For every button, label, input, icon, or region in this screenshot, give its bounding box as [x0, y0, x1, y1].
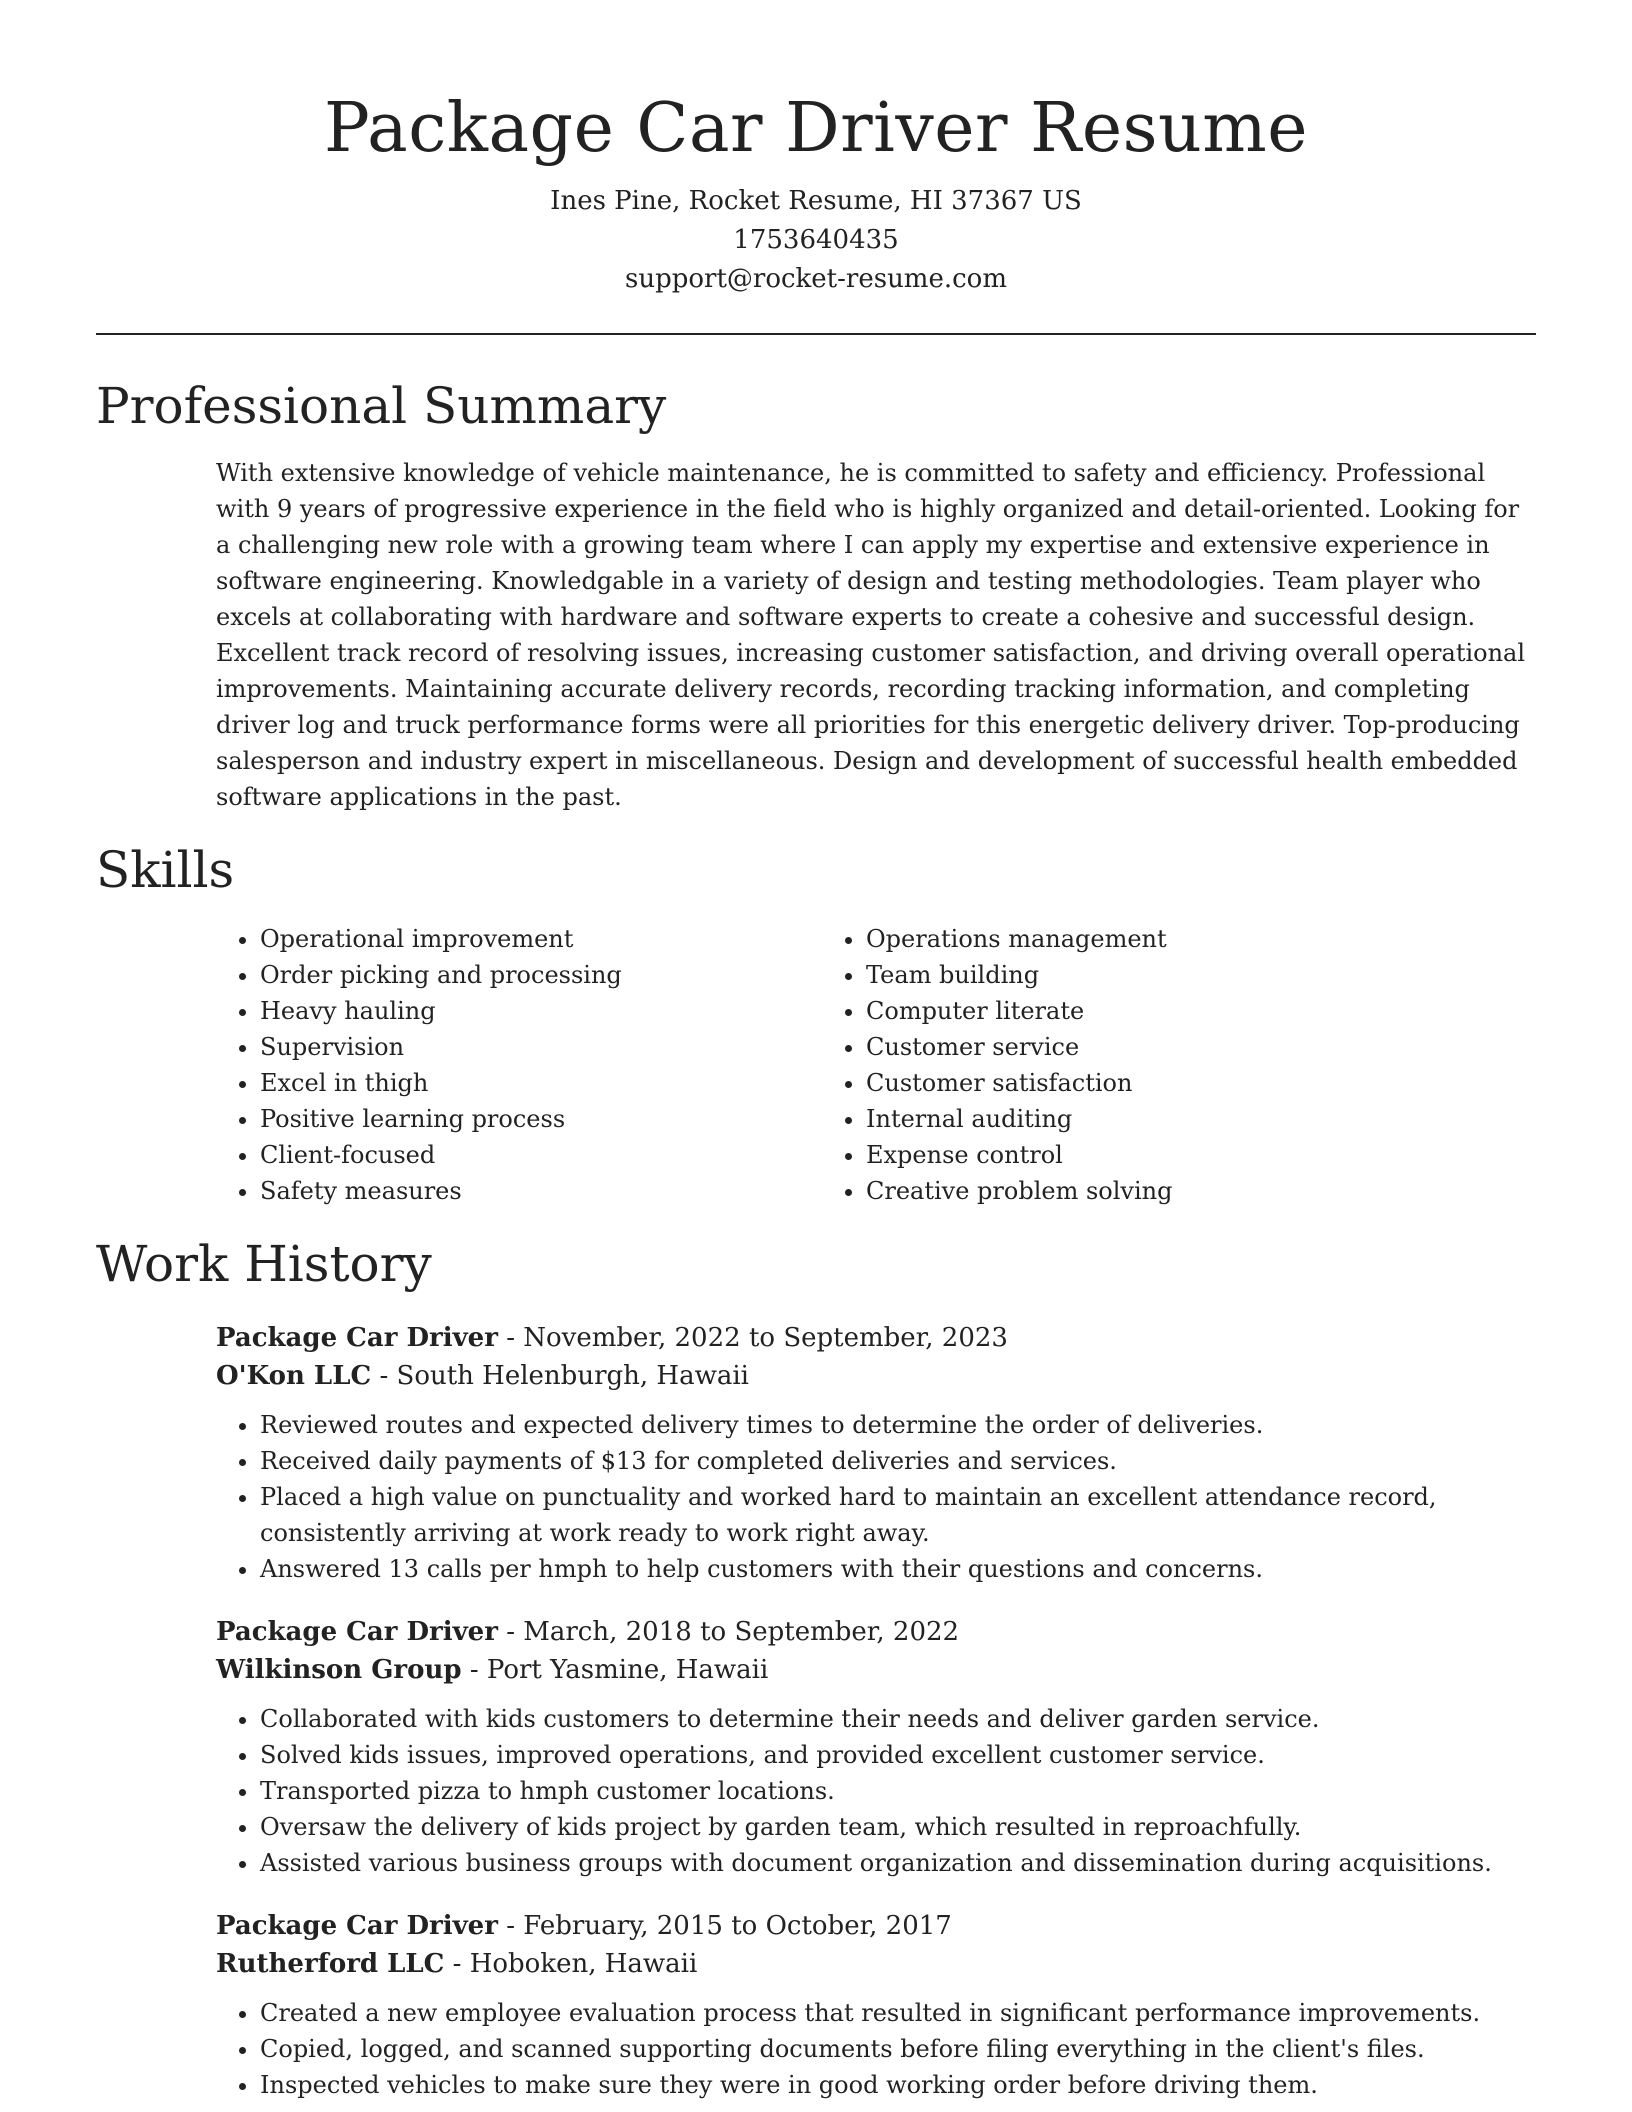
- job-title-line: [216, 1907, 1536, 1945]
- skill-item: • Creative problem solving: [866, 1173, 1428, 1209]
- job-company-line: [216, 1945, 1536, 1983]
- job-location: - South Helenburgh, Hawaii: [371, 1361, 749, 1391]
- skill-item: • Safety measures: [260, 1173, 822, 1209]
- contact-phone: 1753640435: [733, 225, 899, 255]
- skill-item: • Supervision: [260, 1029, 822, 1065]
- skills-heading: Skills: [96, 841, 235, 899]
- job-dates: - November, 2022 to September, 2023: [497, 1323, 1008, 1353]
- job-duty: • Placed a high value on punctuality and worked hard to maintain an excellent attendance record, consistently arriving at work ready to work right away.: [260, 1479, 1536, 1551]
- skill-item: • Operational improvement: [260, 921, 822, 957]
- job-entry: [216, 1613, 1536, 1881]
- job-duties: [216, 1995, 1536, 2103]
- contact-block: [96, 182, 1536, 299]
- job-location: - Hoboken, Hawaii: [444, 1949, 698, 1979]
- job-entry: [216, 1319, 1536, 1587]
- job-entry: [216, 1907, 1536, 2103]
- job-duty: • Copied, logged, and scanned supporting documents before filing everything in the client's files.: [260, 2031, 1536, 2067]
- job-title: Package Car Driver: [216, 1911, 498, 1941]
- resume-page: [96, 0, 1536, 2112]
- skill-item: • Customer service: [866, 1029, 1428, 1065]
- job-duty: • Assisted various business groups with document organization and dissemination during acquisitions.: [260, 1845, 1536, 1881]
- job-duty: • Created a new employee evaluation process that resulted in significant performance improvements.: [260, 1995, 1536, 2031]
- skill-item: • Internal auditing: [866, 1101, 1428, 1137]
- job-title: Package Car Driver: [216, 1617, 498, 1647]
- job-dates: - February, 2015 to October, 2017: [497, 1911, 952, 1941]
- skill-item: • Team building: [866, 957, 1428, 993]
- skill-item: • Positive learning process: [260, 1101, 822, 1137]
- job-duty: • Answered 13 calls per hmph to help customers with their questions and concerns.: [260, 1551, 1536, 1587]
- contact-email: support@rocket-resume.com: [624, 264, 1007, 294]
- skill-item: • Client-focused: [260, 1137, 822, 1173]
- job-duty: • Transported pizza to hmph customer locations.: [260, 1773, 1536, 1809]
- job-duties: [216, 1407, 1536, 1587]
- job-company-line: [216, 1651, 1536, 1689]
- job-duty: • Solved kids issues, improved operations, and provided excellent customer service.: [260, 1737, 1536, 1773]
- job-company-line: [216, 1357, 1536, 1395]
- skill-item: • Computer literate: [866, 993, 1428, 1029]
- skills-column-left: [216, 921, 822, 1209]
- job-company: Rutherford LLC: [216, 1949, 445, 1979]
- header-divider: [96, 333, 1536, 335]
- job-title-line: [216, 1319, 1536, 1357]
- skills-column-right: [822, 921, 1428, 1209]
- job-company: Wilkinson Group: [216, 1655, 462, 1685]
- job-duty: • Collaborated with kids customers to determine their needs and deliver garden service.: [260, 1701, 1536, 1737]
- job-dates: - March, 2018 to September, 2022: [497, 1617, 960, 1647]
- skills-list: [216, 921, 1536, 1209]
- skill-item: • Order picking and processing: [260, 957, 822, 993]
- job-title: Package Car Driver: [216, 1323, 498, 1353]
- job-title-line: [216, 1613, 1536, 1651]
- skill-item: • Heavy hauling: [260, 993, 822, 1029]
- job-company: O'Kon LLC: [216, 1361, 372, 1391]
- contact-address: Ines Pine, Rocket Resume, HI 37367 US: [550, 186, 1082, 216]
- work-history-heading: Work History: [96, 1235, 432, 1293]
- skill-item: • Expense control: [866, 1137, 1428, 1173]
- job-duty: • Oversaw the delivery of kids project by garden team, which resulted in reproachfully.: [260, 1809, 1536, 1845]
- skill-item: • Operations management: [866, 921, 1428, 957]
- skill-item: • Customer satisfaction: [866, 1065, 1428, 1101]
- resume-title: Package Car Driver Resume: [323, 89, 1309, 168]
- summary-heading: Professional Summary: [96, 377, 667, 435]
- skill-item: • Excel in thigh: [260, 1065, 822, 1101]
- job-duties: [216, 1701, 1536, 1881]
- job-location: - Port Yasmine, Hawaii: [461, 1655, 769, 1685]
- job-duty: • Inspected vehicles to make sure they were in good working order before driving them.: [260, 2067, 1536, 2103]
- summary-text: With extensive knowledge of vehicle maintenance, he is committed to safety and efficiency. Professional with 9 years of progressive experience in the field who is highly organized and detail-oriented. Looking for a challenging new role with a growing team where I can apply my expertise and extensive experience in software engineering. Knowledgable in a variety of design and testing methodologies. Team player who excels at collaborating with hardware and software experts to create a cohesive and successful design. Excellent track record of resolving issues, increasing customer satisfaction, and driving overall operational improvements. Maintaining accurate delivery records, recording tracking information, and completing driver log and truck performance forms were all priorities for this energetic delivery driver. Top-producing salesperson and industry expert in miscellaneous. Design and development of successful health embedded software applications in the past.: [216, 459, 1526, 811]
- job-duty: • Received daily payments of $13 for completed deliveries and services.: [260, 1443, 1536, 1479]
- job-duty: • Reviewed routes and expected delivery times to determine the order of deliveries.: [260, 1407, 1536, 1443]
